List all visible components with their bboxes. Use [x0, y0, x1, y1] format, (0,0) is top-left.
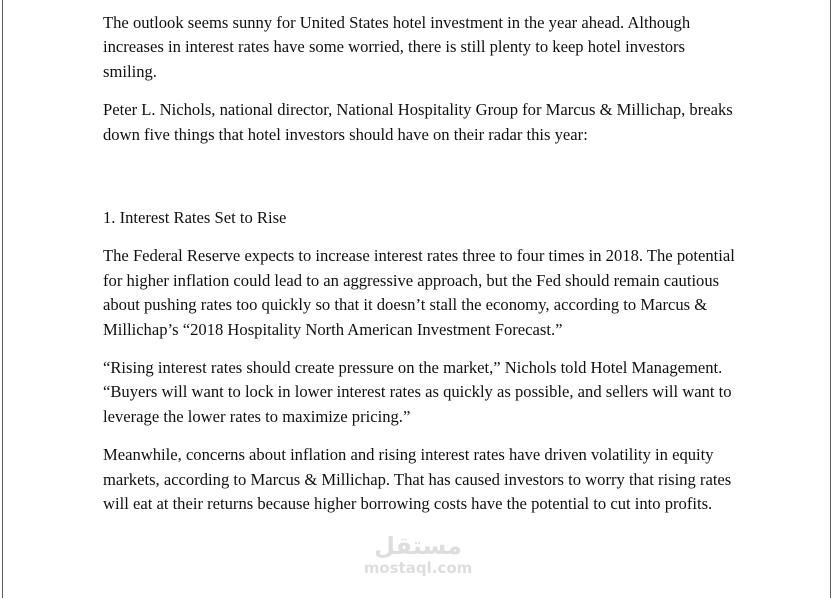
mostaql-watermark [363, 532, 473, 588]
section-paragraph: Meanwhile, concerns about inflation and rising interest rates have driven volatility in equity markets, according to Marcus & Millichap. That has caused investors to worry that rising rates will eat at their returns because higher borrowing costs have the potential to cut into profits. [103, 445, 732, 514]
watermark-site-text: mostaql.com [363, 559, 473, 577]
page-border-right [830, 0, 831, 598]
section-heading: 1. Interest Rates Set to Rise [103, 208, 287, 228]
intro-paragraph: The outlook seems sunny for United States hotel investment in the year ahead. Although increases in interest rates have some worried, there is still plenty to keep hotel investors smiling. [103, 13, 691, 81]
watermark-logo-text: مستقل [374, 532, 462, 560]
document-body [103, 11, 743, 531]
page-border-left [2, 0, 3, 598]
section-paragraph: “Rising interest rates should create pressure on the market,” Nichols told Hotel Management. “Buyers will want to lock in lower interest rates as quickly as possible, and sellers will want to leverage the lower rates to maximize pricing.” [103, 358, 732, 426]
section-paragraph: The Federal Reserve expects to increase interest rates three to four times in 2018. The potential for higher inflation could lead to an aggressive approach, but the Fed should remain cautious about pushing rates too quickly so that it doesn’t stall the economy, according to Marcus & Millichap’s “2018 Hospitality North American Investment Forecast.” [103, 246, 735, 339]
byline-paragraph: Peter L. Nichols, national director, National Hospitality Group for Marcus & Millichap, breaks down five things that hotel investors should have on their radar this year: [103, 100, 733, 144]
